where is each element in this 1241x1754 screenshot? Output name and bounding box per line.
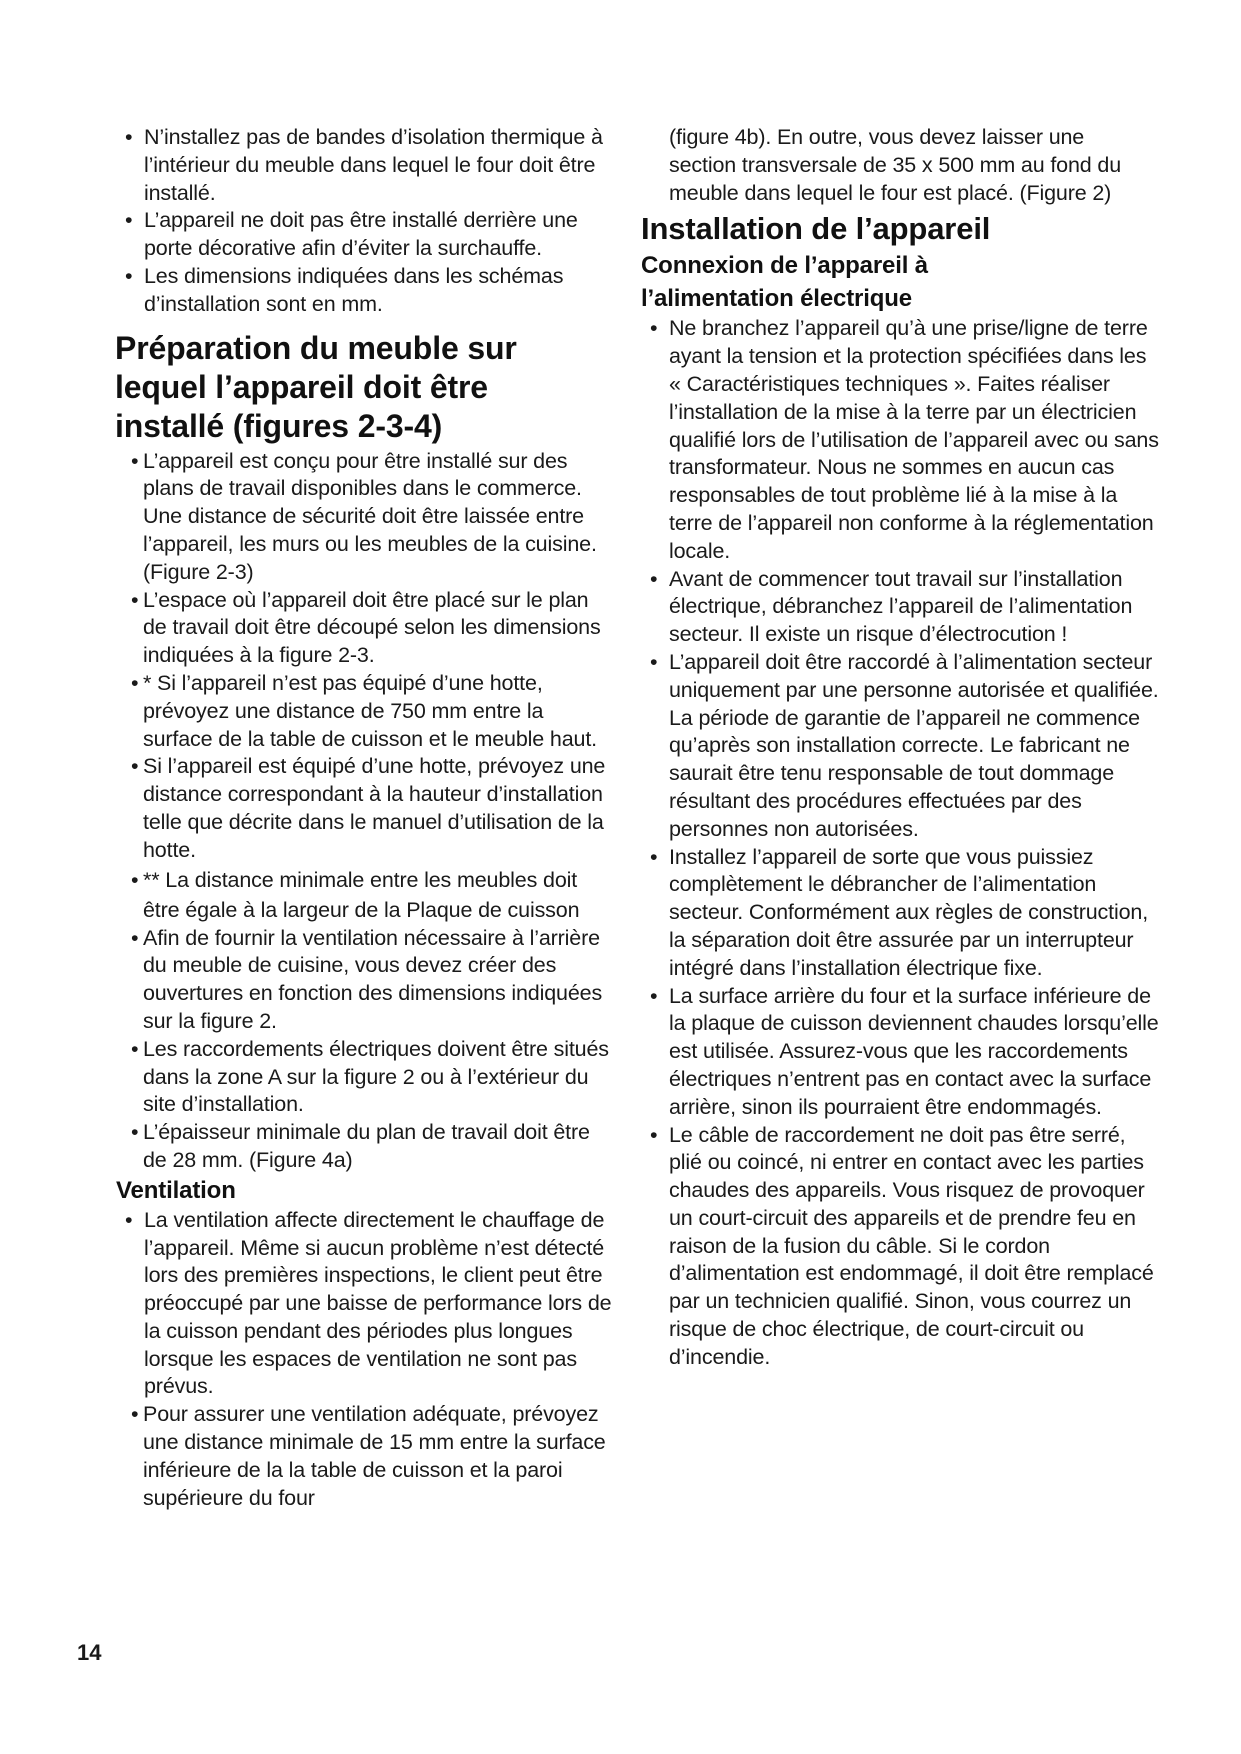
bullet-icon: •	[131, 587, 139, 612]
list-item: • * Si l’appareil n’est pas équipé d’une hotte, prévoyez une distance de 750 mm entre la surface de la table de cuisson et le meuble haut.	[131, 670, 597, 751]
preparation-list	[116, 448, 616, 1175]
intro-list	[116, 124, 616, 319]
bullet-icon: •	[131, 448, 139, 473]
bullet-icon: •	[650, 1122, 658, 1147]
list-item: • Les dimensions indiquées dans les schémas d’installation sont en mm.	[125, 263, 564, 316]
left-column	[116, 124, 616, 1512]
bullet-icon: •	[125, 125, 133, 149]
list-item: • La surface arrière du four et la surface inférieure de la plaque de cuisson deviennent chaudes lorsqu’elle est utilisée. Assurez-vous que les raccordements électriques n’entrent pas en contact avec la surface arrière, sinon ils pourraient être endommagés.	[650, 983, 1159, 1119]
right-column	[641, 124, 1161, 1372]
bullet-icon: •	[650, 983, 658, 1008]
section-heading-ventilation: Ventilation	[116, 1176, 236, 1204]
list-item: • Pour assurer une ventilation adéquate, prévoyez une distance minimale de 15 mm entre la surface inférieure de la la table de cuisson et la paroi supérieure du four	[131, 1402, 606, 1510]
list-item: • L’épaisseur minimale du plan de travail doit être de 28 mm. (Figure 4a)	[131, 1120, 590, 1172]
list-item: • L’appareil ne doit pas être installé derrière une porte décorative afin d’éviter la surchauffe.	[125, 208, 578, 261]
list-item: • Installez l’appareil de sorte que vous puissiez complètement le débrancher de l’alimentation secteur. Conformément aux règles de construction, la séparation doit être assurée par un interrupteur intégré dans l’installation électrique fixe.	[650, 844, 1149, 980]
page-number: 14	[77, 1640, 102, 1665]
bullet-icon: •	[125, 263, 133, 288]
list-item: • L’appareil est conçu pour être installé sur des plans de travail disponibles dans le commerce. Une distance de sécurité doit être laissée entre l’appareil, les murs ou les meubles de la cuisine. (Figure 2-3)	[131, 448, 597, 584]
list-item: • N’installez pas de bandes d’isolation thermique à l’intérieur du meuble dans lequel le four doit être installé.	[125, 125, 603, 205]
list-item: • Les raccordements électriques doivent être situés dans la zone A sur la figure 2 ou à l’extérieur du site d’installation.	[131, 1036, 609, 1117]
list-item: • L’appareil doit être raccordé à l’alimentation secteur uniquement par une personne autorisée et qualifiée. La période de garantie de l’appareil ne commence qu’après son installation correcte. Le fabricant ne saurait être tenu responsable de tout dommage résultant des procédures effectuées par des personnes non autorisées.	[650, 649, 1159, 841]
list-item: • ** La distance minimale entre les meubles doit être égale à la largeur de la Plaque de cuisson	[116, 865, 616, 925]
bullet-icon: •	[131, 925, 139, 950]
subheading-electrical-connection: Connexion de l’appareil à l’alimentation électrique	[641, 252, 928, 313]
list-item: • L’espace où l’appareil doit être placé sur le plan de travail doit être découpé selon les dimensions indiquées à la figure 2-3.	[131, 587, 601, 668]
bullet-icon: •	[650, 566, 658, 591]
list-item: • Ne branchez l’appareil qu’à une prise/ligne de terre ayant la tension et la protection spécifiées dans les « Caractéristiques techniques ». Faites réaliser l’installation de la mise à la terre par un électricien qualifié lors de l’utilisation de l’appareil avec ou sans transformateur. Nous ne sommes en aucun cas responsables de tout problème lié à la mise à la terre de l’appareil non conforme à la réglementation locale.	[650, 316, 1159, 563]
bullet-icon: •	[650, 844, 658, 869]
bullet-icon: •	[650, 649, 658, 674]
bullet-icon: •	[131, 754, 139, 779]
bullet-icon: •	[131, 867, 139, 892]
ventilation-list	[116, 1207, 616, 1513]
bullet-icon: •	[125, 1207, 133, 1232]
list-item: • Afin de fournir la ventilation nécessaire à l’arrière du meuble de cuisine, vous devez créer des ouvertures en fonction des dimensions indiquées sur la figure 2.	[131, 925, 603, 1033]
bullet-icon: •	[125, 208, 133, 233]
list-item: • Avant de commencer tout travail sur l’installation électrique, débranchez l’appareil de l’alimentation secteur. Il existe un risque d’électrocution !	[650, 566, 1133, 647]
bullet-icon: •	[650, 316, 658, 341]
bullet-icon: •	[131, 1036, 139, 1061]
bullet-icon: •	[131, 670, 139, 695]
continuation-paragraph: (figure 4b). En outre, vous devez laisser une section transversale de 35 x 500 mm au fond du meuble dans lequel le four est placé. (Figure 2)	[669, 125, 1122, 205]
bullet-icon: •	[131, 1120, 139, 1145]
list-item: • Le câble de raccordement ne doit pas être serré, plié ou coincé, ni entrer en contact avec les parties chaudes des appareils. Vous risquez de provoquer un court-circuit des appareils et de prendre feu en raison de la fusion du câble. Si le cordon d’alimentation est endommagé, il doit être remplacé par un technicien qualifié. Sinon, vous courrez un risque de choc électrique, de court-circuit ou d’incendie.	[650, 1122, 1154, 1369]
bullet-icon: •	[131, 1402, 139, 1427]
section-heading-installation: Installation de l’appareil	[641, 211, 991, 247]
section-heading-preparation: Préparation du meuble sur lequel l’appareil doit être installé (figures 2-3-4)	[115, 329, 517, 444]
installation-list	[641, 315, 1161, 1371]
list-item: • Si l’appareil est équipé d’une hotte, prévoyez une distance correspondant à la hauteur d’installation telle que décrite dans le manuel d’utilisation de la hotte.	[131, 754, 606, 862]
list-item: • La ventilation affecte directement le chauffage de l’appareil. Même si aucun problème n’est détecté lors des premières inspections, le client peut être préoccupé par une baisse de performance lors de la cuisson pendant des périodes plus longues lorsque les espaces de ventilation ne sont pas prévus.	[125, 1207, 612, 1399]
